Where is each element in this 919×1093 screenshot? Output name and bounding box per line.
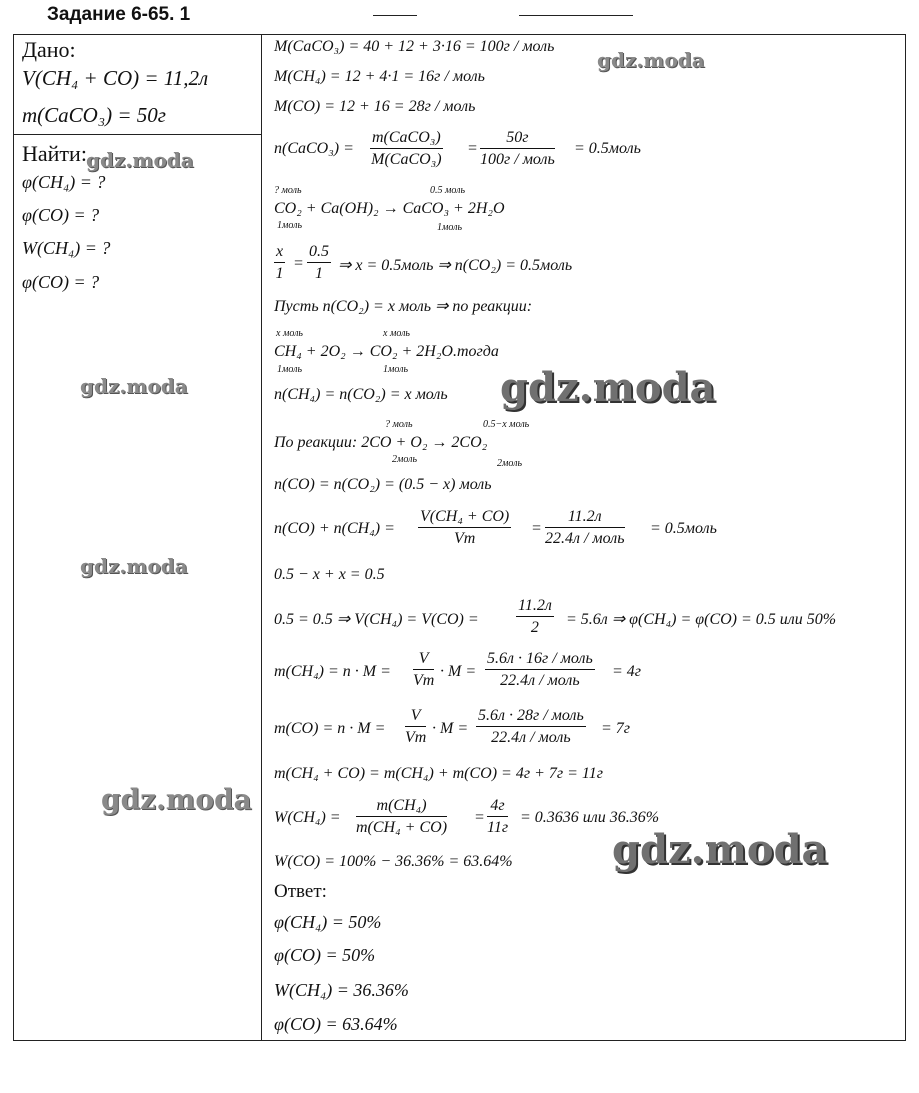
fraction-numerator: 5.6л · 28г / моль <box>476 707 586 727</box>
reaction-annotation: ? моль <box>274 185 302 196</box>
reaction-co2-caoh2: CO₂ + Ca(OH)₂ → CaCO₃ + 2H₂O <box>274 200 505 217</box>
mass-ch4-left: m(CH₄) = n · M = <box>274 663 391 680</box>
volume-equality-left: 0.5 = 0.5 ⇒ V(CH₄) = V(CO) = <box>274 611 479 628</box>
find-line: φ(CH₄) = ? <box>22 172 106 192</box>
find-line: φ(CO) = ? <box>22 205 100 225</box>
let-statement: Пусть n(CO₂) = x моль ⇒ по реакции: <box>274 298 533 315</box>
n-co-equation: n(CO) = n(CO₂) = (0.5 − x) моль <box>274 476 492 493</box>
reaction-annotation: 0.5 моль <box>430 185 466 196</box>
n-co2-result: ⇒ x = 0.5моль ⇒ n(CO₂) = 0.5моль <box>338 257 573 274</box>
mass-co-left: m(CO) = n · M = <box>274 720 386 737</box>
fraction-numerator: x <box>274 243 285 263</box>
top-rule-2 <box>519 15 633 16</box>
fraction-v-over-vm <box>405 707 426 747</box>
times-m: · M = <box>432 720 469 737</box>
sum-moles-left: n(CO) + n(CH₄) = <box>274 520 395 537</box>
fraction-numerator: 11.2л <box>516 597 554 617</box>
fraction-denominator: 100г / моль <box>480 151 555 168</box>
mass-ch4-result: = 4г <box>612 663 642 680</box>
fraction-numerator: 11.2л <box>545 508 625 528</box>
answer-header: Ответ: <box>274 881 327 902</box>
fraction-denominator: Vm <box>453 530 476 547</box>
balance-equation: 0.5 − x + x = 0.5 <box>274 566 385 583</box>
volume-fraction-result: = 5.6л ⇒ φ(CH₄) = φ(CO) = 0.5 или 50% <box>566 611 837 628</box>
equals-sign: = <box>467 140 478 157</box>
fraction-volume-over-vm <box>418 508 511 548</box>
fraction-4-over-11 <box>487 797 508 837</box>
reaction-annotation: 1моль <box>383 364 409 375</box>
fraction-denominator: Vm <box>405 729 427 746</box>
fraction-denominator: 22.4л / моль <box>545 530 625 547</box>
find-header: Найти: <box>22 141 87 166</box>
fraction-denominator: m(CH₄ + CO) <box>356 819 448 836</box>
fraction-denominator: 1 <box>275 265 284 282</box>
fraction-denominator: M(CaCO₃) <box>371 151 442 168</box>
fraction-numerator: 0.5 <box>307 243 331 263</box>
watermark: gdz.moda <box>86 148 194 172</box>
equals-sign: = <box>474 809 485 826</box>
fraction-mass-ratio <box>356 797 447 837</box>
fraction-denominator: 11г <box>487 819 509 836</box>
fraction-05-over-1 <box>307 243 331 283</box>
reaction-annotation: 2моль <box>497 458 523 469</box>
reaction-annotation: x моль <box>383 328 410 339</box>
watermark: gdz.moda <box>612 826 828 873</box>
watermark: gdz.moda <box>597 48 705 72</box>
reaction-annotation: 1моль <box>437 222 463 233</box>
given-find-divider <box>13 134 262 135</box>
mass-fraction-ch4-result: = 0.3636 или 36.36% <box>520 809 660 826</box>
equals-sign: = <box>531 520 542 537</box>
mass-fraction-ch4-left: W(CH₄) = <box>274 809 341 826</box>
sum-moles-result: = 0.5моль <box>650 520 717 537</box>
fraction-112-over-224 <box>545 508 625 548</box>
top-rule-1 <box>373 15 417 16</box>
n-caco3-left: n(CaCO₃) = <box>274 140 354 157</box>
reaction-annotation: 2моль <box>392 454 418 465</box>
watermark: gdz.moda <box>80 374 188 398</box>
watermark: gdz.moda <box>80 554 188 578</box>
find-line: W(CH₄) = ? <box>22 238 111 258</box>
reaction-annotation: 1моль <box>277 220 303 231</box>
watermark: gdz.moda <box>101 783 252 816</box>
answer-line: φ(CO) = 50% <box>274 945 376 965</box>
task-title: Задание 6-65. 1 <box>47 4 191 25</box>
reaction-annotation: ? моль <box>385 419 413 430</box>
watermark: gdz.moda <box>500 364 716 411</box>
fraction-numerator: 50г <box>480 129 555 149</box>
column-divider <box>261 34 262 1041</box>
equals-sign: = <box>293 255 304 272</box>
fraction-x-over-1 <box>274 243 285 283</box>
fraction-numerator: V(CH₄ + CO) <box>418 508 511 528</box>
fraction-v-over-vm <box>413 650 434 690</box>
fraction-denominator: Vm <box>413 672 435 689</box>
fraction-numerator: 4г <box>487 797 508 817</box>
molar-mass-caco3: M(CaCO₃) = 40 + 12 + 3·16 = 100г / моль <box>274 38 555 55</box>
n-ch4-equation: n(CH₄) = n(CO₂) = x моль <box>274 386 448 403</box>
answer-line: φ(CH₄) = 50% <box>274 912 382 932</box>
fraction-denominator: 2 <box>530 619 539 636</box>
given-line: m(CaCO₃) = 50г <box>22 103 166 127</box>
find-line: φ(CO) = ? <box>22 272 100 292</box>
given-line: V(CH₄ + CO) = 11,2л <box>22 66 209 90</box>
reaction-ch4-o2: CH₄ + 2O₂ → CO₂ + 2H₂O.тогда <box>274 343 499 360</box>
fraction-mass-ch4 <box>485 650 595 690</box>
mass-co-result: = 7г <box>601 720 631 737</box>
fraction-numerator: m(CaCO₃) <box>370 129 443 149</box>
fraction-numerator: V <box>413 650 434 670</box>
fraction-m-over-M <box>370 129 443 169</box>
fraction-112-over-2 <box>516 597 554 637</box>
molar-mass-co: M(CO) = 12 + 16 = 28г / моль <box>274 98 476 115</box>
reaction-co-o2: По реакции: 2CO + O₂ → 2CO₂ <box>274 434 488 451</box>
answer-line: φ(CO) = 63.64% <box>274 1014 398 1034</box>
fraction-50-over-100 <box>480 129 555 169</box>
reaction-annotation: 0.5−x моль <box>483 419 530 430</box>
n-caco3-result: = 0.5моль <box>574 140 641 157</box>
reaction-annotation: 1моль <box>277 364 303 375</box>
reaction-annotation: x моль <box>276 328 303 339</box>
fraction-denominator: 22.4л / моль <box>491 729 571 746</box>
molar-mass-ch4: M(CH₄) = 12 + 4·1 = 16г / моль <box>274 68 485 85</box>
mass-fraction-co: W(CO) = 100% − 36.36% = 63.64% <box>274 853 513 870</box>
times-m: · M = <box>440 663 477 680</box>
fraction-numerator: 5.6л · 16г / моль <box>485 650 595 670</box>
given-header: Дано: <box>22 37 76 62</box>
fraction-mass-co <box>476 707 586 747</box>
answer-line: W(CH₄) = 36.36% <box>274 980 409 1000</box>
total-mass: m(CH₄ + CO) = m(CH₄) + m(CO) = 4г + 7г = 11г <box>274 765 603 782</box>
fraction-denominator: 22.4л / моль <box>500 672 580 689</box>
fraction-numerator: m(CH₄) <box>356 797 447 817</box>
fraction-numerator: V <box>405 707 426 727</box>
fraction-denominator: 1 <box>315 265 323 282</box>
